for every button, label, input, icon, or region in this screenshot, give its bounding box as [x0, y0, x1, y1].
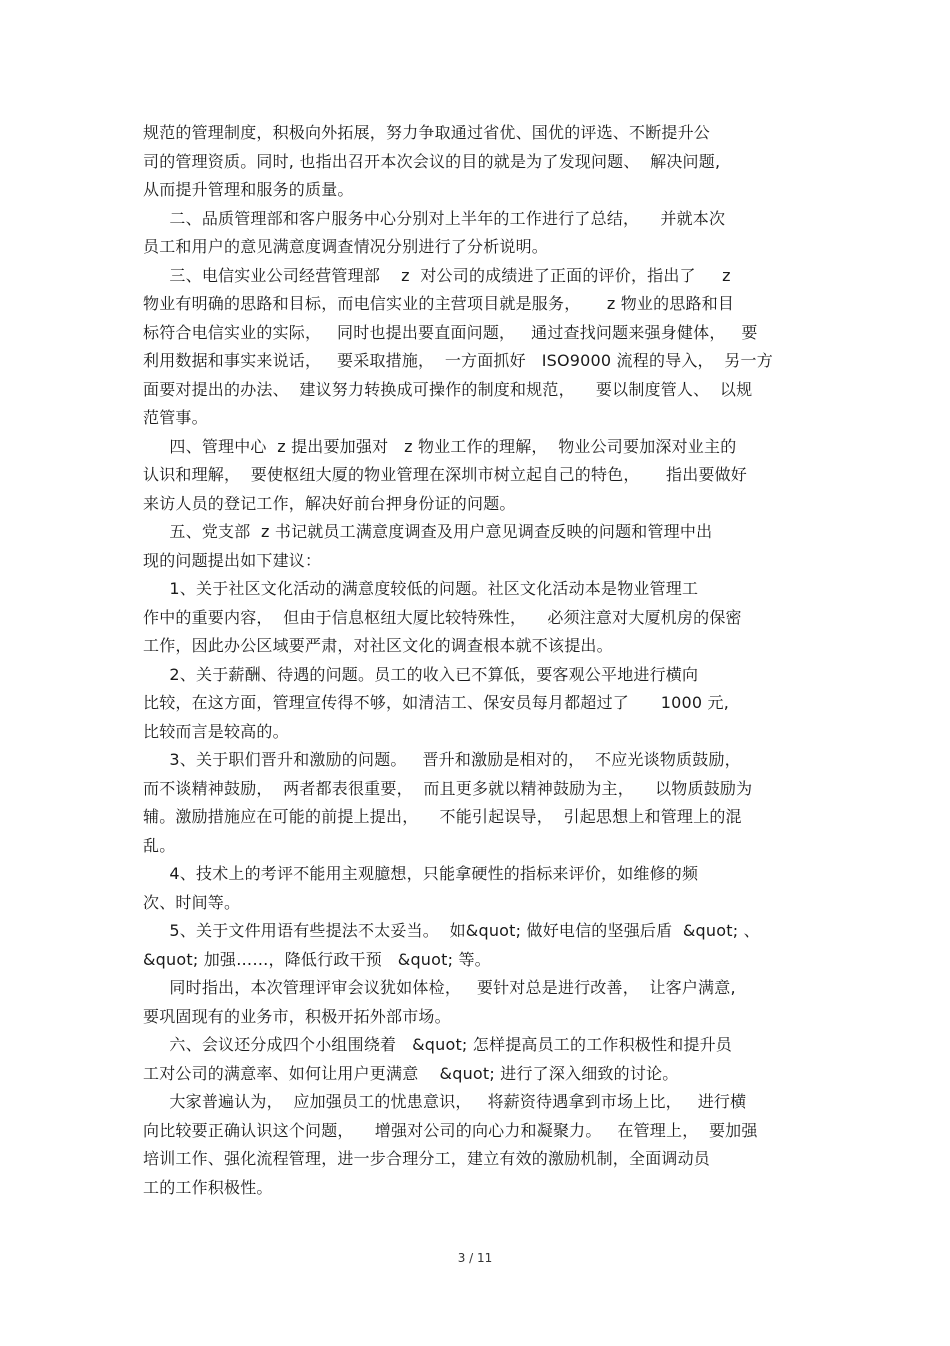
text-line: 次、时间等。 — [143, 892, 241, 912]
text-line: 规范的管理制度，积极向外拓展，努力争取通过省优、国优的评选、不断提升公 — [143, 123, 711, 142]
text-line: 工作，因此办公区域要严肃，对社区文化的调查根本就不该提出。 — [143, 636, 613, 655]
text-line: 工的工作积极性。 — [143, 1177, 273, 1197]
text-line: 2、关于薪酬、待遇的问题。员工的收入已不算低，要客观公平地进行横向 — [143, 664, 699, 684]
text-line: 五、党支部 z 书记就员工满意度调查及用户意见调查反映的问题和管理中出 — [143, 522, 713, 541]
text-line: 认识和理解， 要使枢纽大厦的物业管理在深圳市树立起自己的特色， 指出要做好 — [143, 465, 748, 484]
text-line: 员工和用户的意见满意度调查情况分别进行了分析说明。 — [143, 237, 549, 256]
text-line: 4、技术上的考评不能用主观臆想，只能拿硬性的指标来评价，如维修的频 — [143, 864, 699, 883]
text-line: 乱。 — [143, 835, 176, 855]
text-line: 1、关于社区文化活动的满意度较低的问题。社区文化活动本是物业管理工 — [143, 579, 699, 598]
text-line: 向比较要正确认识这个问题， 增强对公司的向心力和凝聚力。 在管理上， 要加强 — [143, 1120, 758, 1140]
text-line: 三、电信实业公司经营管理部 z 对公司的成绩进了正面的评价，指出了 z — [143, 265, 731, 285]
text-line: 工对公司的满意率、如何让用户更满意 &quot; 进行了深入细致的讨论。 — [143, 1063, 679, 1083]
text-line: 同时指出，本次管理评审会议犹如体检， 要针对总是进行改善， 让客户满意, — [143, 978, 736, 997]
text-line: 比较，在这方面，管理宣传得不够，如清洁工、保安员每月都超过了 1000 元, — [143, 693, 730, 712]
text-line: &quot; 加强……，降低行政干预 &quot; 等。 — [143, 949, 491, 969]
text-line: 二、品质管理部和客户服务中心分别对上半年的工作进行了总结， 并就本次 — [143, 208, 726, 228]
text-line: 3、关于职们晋升和激励的问题。 晋升和激励是相对的， 不应光谈物质鼓励， — [143, 750, 741, 769]
text-line: 从而提升管理和服务的质量。 — [143, 180, 354, 199]
text-line: 培训工作、强化流程管理，进一步合理分工，建立有效的激励机制，全面调动员 — [143, 1149, 711, 1168]
text-line: 辅。激励措施应在可能的前提上提出， 不能引起误导， 引起思想上和管理上的混 — [143, 807, 742, 826]
text-line: 利用数据和事实来说话， 要采取措施， 一方面抓好 ISO9000 流程的导入， 另一方 — [143, 351, 773, 370]
text-line: 作中的重要内容， 但由于信息枢纽大厦比较特殊性， 必须注意对大厦机房的保密 — [143, 607, 742, 627]
text-line: 而不谈精神鼓励， 两者都表很重要， 而且更多就以精神鼓励为主， 以物质鼓励为 — [143, 778, 753, 798]
text-line: 四、管理中心 z 提出要加强对 z 物业工作的理解， 物业公司要加深对业主的 — [143, 436, 737, 456]
text-line: 物业有明确的思路和目标，而电信实业的主营项目就是服务， z 物业的思路和目 — [143, 294, 735, 313]
text-line: 六、会议还分成四个小组围绕着 &quot; 怎样提高员工的工作积极性和提升员 — [143, 1035, 733, 1054]
text-line: 比较而言是较高的。 — [143, 721, 289, 741]
document-body — [143, 119, 813, 1202]
text-line: 5、关于文件用语有些提法不太妥当。 如&quot; 做好电信的坚强后盾 &quot; 、 — [143, 921, 760, 940]
text-line: 标符合电信实业的实际， 同时也提出要直面问题， 通过查找问题来强身健体， 要 — [143, 322, 758, 342]
text-line: 司的管理资质。同时, 也指出召开本次会议的目的就是为了发现问题、 解决问题, — [143, 151, 721, 171]
text-line: 大家普遍认为， 应加强员工的忧患意识， 将薪资待遇拿到市场上比， 进行横 — [143, 1092, 747, 1111]
text-line: 来访人员的登记工作，解决好前台押身份证的问题。 — [143, 493, 516, 513]
page-number: 3 / 11 — [457, 1251, 493, 1265]
text-line: 现的问题提出如下建议： — [143, 550, 322, 570]
text-line: 要巩固现有的业务市，积极开拓外部市场。 — [143, 1006, 451, 1026]
text-line: 面要对提出的办法、 建议努力转换成可操作的制度和规范， 要以制度管人、 以规 — [143, 379, 753, 399]
text-line: 范管事。 — [143, 408, 208, 427]
